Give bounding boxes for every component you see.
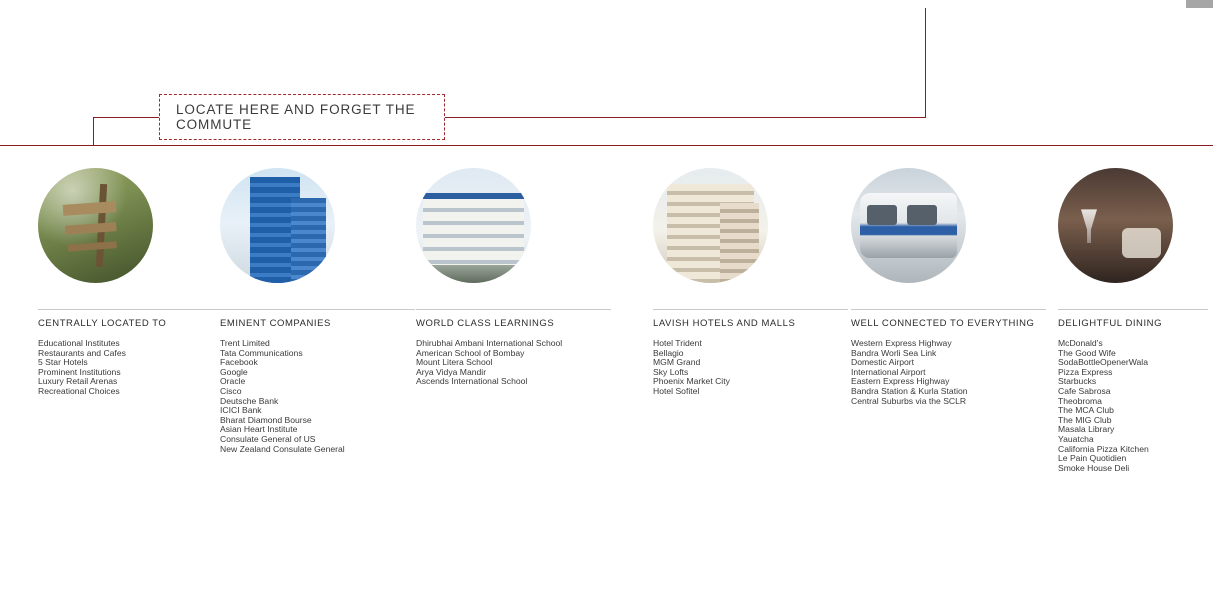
list-item: Bandra Station & Kurla Station [851, 385, 968, 396]
list-item: Bellagio [653, 347, 684, 358]
category-column-world-class-learnings [416, 168, 611, 387]
list-item: Deutsche Bank [220, 395, 279, 406]
decor-line-horizontal-left [93, 117, 159, 118]
column-divider [1058, 309, 1208, 310]
list-item: McDonald's [1058, 338, 1103, 348]
list-item: Theobroma [1058, 395, 1102, 406]
office-tower-icon [220, 168, 335, 283]
list-item: SodaBottleOpenerWala [1058, 357, 1148, 368]
column-list [38, 339, 233, 397]
list-item: Bandra Worli Sea Link [851, 347, 937, 358]
category-columns [0, 168, 1213, 508]
list-item: Ascends International School [416, 376, 528, 387]
list-item: International Airport [851, 366, 926, 377]
list-item: Yauatcha [1058, 433, 1094, 444]
list-item: Domestic Airport [851, 357, 915, 368]
list-item: Hotel Sofitel [653, 385, 700, 396]
column-list [416, 339, 611, 387]
list-item: Recreational Choices [38, 385, 120, 396]
list-item: Restaurants and Cafes [38, 347, 126, 358]
column-title: WORLD CLASS LEARNINGS [416, 318, 555, 329]
list-item: Masala Library [1058, 424, 1115, 435]
top-gray-bar [1186, 0, 1213, 8]
list-item: The Good Wife [1058, 347, 1116, 358]
column-title: EMINENT COMPANIES [220, 318, 331, 329]
list-item: Central Suburbs via the SCLR [851, 395, 967, 406]
list-item: 5 Star Hotels [38, 357, 88, 368]
decor-line-vertical-left [93, 117, 94, 145]
category-column-lavish-hotels-and-malls [653, 168, 848, 397]
list-item: Consulate General of US [220, 433, 316, 444]
list-item: Google [220, 366, 248, 377]
category-column-eminent-companies [220, 168, 415, 454]
list-item: Bharat Diamond Bourse [220, 414, 312, 425]
list-item: Pizza Express [1058, 366, 1113, 377]
decor-line-vertical-right [925, 8, 926, 117]
metro-train-icon [851, 168, 966, 283]
list-item: Arya Vidya Mandir [416, 366, 487, 377]
decor-line-horizontal-right [444, 117, 926, 118]
category-column-centrally-located [38, 168, 233, 397]
list-item: New Zealand Consulate General [220, 443, 345, 454]
list-item: Smoke House Deli [1058, 462, 1130, 473]
category-column-well-connected [851, 168, 1046, 406]
column-title: CENTRALLY LOCATED TO [38, 318, 167, 329]
list-item: Western Express Highway [851, 338, 952, 348]
column-divider [38, 309, 233, 310]
list-item: Starbucks [1058, 376, 1097, 387]
list-item: American School of Bombay [416, 347, 525, 358]
list-item: Hotel Trident [653, 338, 702, 348]
list-item: Phoenix Market City [653, 376, 730, 387]
column-divider [220, 309, 415, 310]
signpost-icon [38, 168, 153, 283]
column-divider [416, 309, 611, 310]
column-title: WELL CONNECTED TO EVERYTHING [851, 318, 1035, 329]
list-item: Eastern Express Highway [851, 376, 950, 387]
column-title: LAVISH HOTELS AND MALLS [653, 318, 796, 329]
decor-line-horizontal-base [0, 145, 1213, 146]
column-title: DELIGHTFUL DINING [1058, 318, 1163, 329]
list-item: Sky Lofts [653, 366, 689, 377]
list-item: Cisco [220, 385, 242, 396]
page-title: LOCATE HERE AND FORGET THE COMMUTE [176, 102, 416, 132]
list-item: MGM Grand [653, 357, 701, 368]
list-item: Educational Institutes [38, 338, 120, 348]
list-item: Trent Limited [220, 338, 270, 348]
list-item: California Pizza Kitchen [1058, 443, 1149, 454]
headline-banner [159, 94, 445, 140]
column-list [851, 339, 1046, 406]
list-item: Le Pain Quotidien [1058, 453, 1127, 464]
list-item: Mount Litera School [416, 357, 493, 368]
list-item: ICICI Bank [220, 405, 262, 416]
list-item: The MIG Club [1058, 414, 1112, 425]
list-item: Prominent Institutions [38, 366, 121, 377]
column-list [220, 339, 415, 454]
column-list [1058, 339, 1208, 473]
column-divider [851, 309, 1046, 310]
list-item: Oracle [220, 376, 246, 387]
list-item: Tata Communications [220, 347, 303, 358]
list-item: Dhirubhai Ambani International School [416, 338, 563, 348]
fine-dining-icon [1058, 168, 1173, 283]
column-divider [653, 309, 848, 310]
list-item: Cafe Sabrosa [1058, 385, 1111, 396]
list-item: Asian Heart Institute [220, 424, 298, 435]
list-item: Luxury Retail Arenas [38, 376, 118, 387]
school-building-icon [416, 168, 531, 283]
list-item: Facebook [220, 357, 258, 368]
hotel-building-icon [653, 168, 768, 283]
category-column-delightful-dining [1058, 168, 1208, 473]
column-list [653, 339, 848, 397]
list-item: The MCA Club [1058, 405, 1114, 416]
